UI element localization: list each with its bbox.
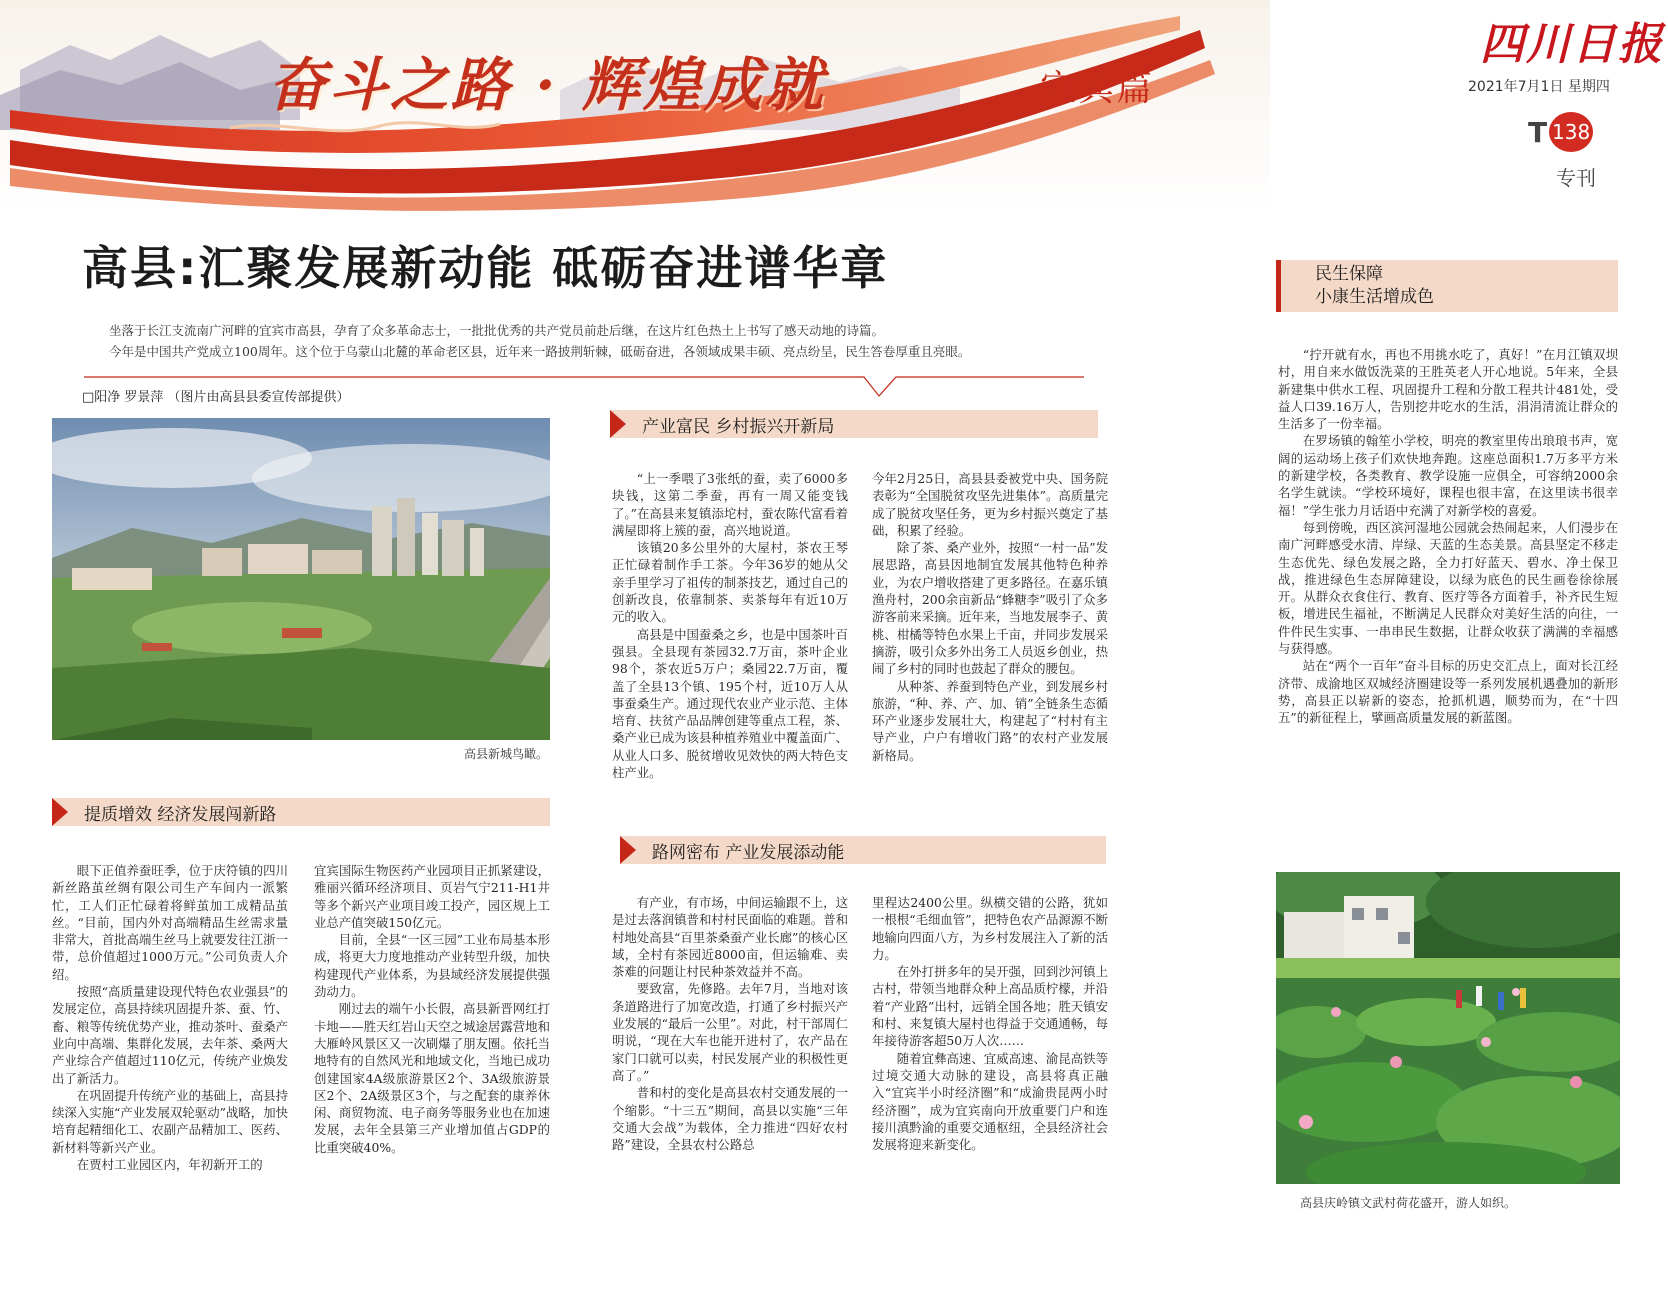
lotus-photo-caption: 高县庆岭镇文武村荷花盛开，游人如织。 (1300, 1196, 1517, 1210)
section3-column-right (872, 894, 1108, 1220)
lead-paragraph: 坐落于长江支流南广河畔的宜宾市高县，孕育了众多革命志士，一批批优秀的共产党员前赴后继，在这片红色热土上书写了感天动地的诗篇。 (109, 323, 885, 338)
section-title-line1: 民生保障 (1315, 264, 1383, 284)
section1-column-right (314, 862, 550, 1222)
page-code (1528, 112, 1593, 152)
section-title-line2: 小康生活增成色 (1315, 287, 1434, 307)
section-marker-icon (620, 836, 636, 864)
section-header-industry (610, 410, 1098, 438)
body-paragraph: 在巩固提升传统产业的基础上，高县持续深入实施“产业发展双轮驱动”战略，加快培育起精细化工、农副产品精加工、医药、新材料等新兴产业。 (52, 1087, 288, 1155)
lead-paragraph: 今年是中国共产党成立100周年。这个位于乌蒙山北麓的革命老区县，近年来一路披荆斩棘，砥砺奋进，各领域成果丰硕、亮点纷呈，民生答卷厚重且亮眼。 (109, 344, 971, 359)
section-marker-icon (52, 798, 68, 826)
body-paragraph: 眼下正值养蚕旺季，位于庆符镇的四川新丝路茧丝绸有限公司生产车间内一派繁忙，工人们正忙碌着将鲜茧加工成精品茧丝。“目前，国内外对高端精品生丝需求量非常大，首批高端生丝马上就要发往江浙一带，总价值超过1000万元。”公司负责人介绍。 (52, 863, 288, 982)
city-aerial-photo (52, 418, 550, 740)
body-paragraph: “上一季喂了3张纸的蚕，卖了6000多块钱，这第二季蚕，再有一周又能变钱了。”在高县来复镇添坨村，蚕农陈代富看着满屋即将上簇的蚕，高兴地说道。 (612, 471, 848, 538)
body-paragraph: 从种茶、养蚕到特色产业，到发展乡村旅游，“种、养、产、加、销”全链条生态循环产业逐步发展壮大，构建起了“村村有主导产业，户户有增收门路”的农村产业发展新格局。 (872, 678, 1108, 763)
banner-subtitle: 宜宾篇 (1040, 68, 1155, 109)
body-paragraph: 除了茶、桑产业外，按照“一村一品”发展思路，高县因地制宜发展其他特色种养业，为农户增收搭建了更多路径。在嘉乐镇渔舟村，200余亩新品“蜂糖李”吸引了众多游客前来采摘。近年来，当地发展李子、黄桃、柑橘等特色水果上千亩，并同步发展采摘游，吸引众多外出务工人员返乡创业，热闹了乡村的同时也鼓起了群众的腰包。 (872, 540, 1108, 677)
section2-column-right (872, 470, 1108, 802)
body-paragraph: 每到傍晚，西区滨河湿地公园就会热闹起来，人们漫步在南广河畔感受水清、岸绿、天蓝的生态美景。高县坚定不移走生态优先、绿色发展之路，全力打好蓝天、碧水、净土保卫战，推进绿色生态屏障建设，以绿为底色的民生画卷徐徐展开。从群众衣食住行、教育、医疗等各方面着手，补齐民生短板，增进民生福祉，不断满足人民群众对美好生活的向往，一件件民生实事、一串串民生数据，让群众收获了满满的幸福感与获得感。 (1278, 519, 1618, 657)
byline: □阳净 罗景萍 （图片由高县县委宣传部提供） (82, 390, 350, 405)
body-paragraph: 有产业，有市场，中间运输跟不上，这是过去落润镇普和村村民面临的难题。普和村地处高县“百里茶桑蚕产业长廊”的核心区域，全村有茶园近8000亩，但运输难、卖茶难的问题让村民种茶效益并不高。 (612, 895, 848, 980)
body-paragraph: 里程达2400公里。纵横交错的公路，犹如一根根“毛细血管”，把特色农产品源源不断地输向四面八方，为乡村发展注入了新的活力。 (872, 895, 1108, 962)
section-title: 路网密布 产业发展添动能 (652, 842, 845, 863)
body-paragraph: “拧开就有水，再也不用挑水吃了，真好！”在月江镇双坝村，用自来水做饭洗菜的王胜英老人开心地说。5年来，全县新建集中供水工程、巩固提升工程和分散工程共计481处，受益人口39.16万人，告别挖井吃水的生活，涓涓清流让群众的生活多了一份幸福。 (1278, 347, 1618, 432)
section-marker-icon (610, 410, 626, 438)
body-paragraph: 站在“两个一百年”奋斗目标的历史交汇点上，面对长江经济带、成渝地区双城经济圈建设等一系列发展机遇叠加的新形势，高县正以崭新的姿态，抢抓机遇，顺势而为，在“十四五”的新征程上，擘画高质量发展的新蓝图。 (1278, 658, 1618, 726)
page-number-badge: 138 (1549, 112, 1593, 152)
body-paragraph: 刚过去的端午小长假，高县新晋网红打卡地——胜天红岩山天空之城途居露营地和大雁岭风景区又一次刷爆了朋友圈。依托当地特有的自然风光和地域文化，当地已成功创建国家4A级旅游景区2个、3A级旅游景区2个、2A级景区3个，与之配套的康养休闲、商贸物流、电子商务等服务业也在加速发展，去年全县第三产业增加值占GDP的比重突破40%。 (314, 1001, 550, 1155)
body-paragraph: 该镇20多公里外的大屋村，茶农王琴正忙碌着制作手工茶。今年36岁的她从父亲手里学习了祖传的制茶技艺，通过自己的创新改良，依靠制茶、卖茶每年有近10万元的收入。 (612, 540, 848, 625)
page-type: 专刊 (1556, 166, 1596, 190)
body-paragraph: 在外打拼多年的吴开强，回到沙河镇上古村，带领当地群众种上高品质柠檬，并沿着“产业路”出村，远销全国各地；胜天镇安和村、来复镇大屋村也得益于交通通畅，每年接待游客超50万人次…… (872, 964, 1108, 1049)
newspaper-logo: 四川日报 (1480, 19, 1664, 70)
lotus-field-photo (1276, 872, 1620, 1184)
body-paragraph: 在贾村工业园区内，年初新开工的 (76, 1157, 263, 1173)
section4-column (1278, 346, 1618, 794)
section1-column-left (52, 862, 288, 1222)
section-title: 提质增效 经济发展闯新路 (84, 804, 277, 825)
body-paragraph: 按照“高质量建设现代特色农业强县”的发展定位，高县持续巩固提升茶、蚕、竹、畜、粮等传统优势产业，推动茶叶、蚕桑产业向中高端、集群化发展，去年茶、桑两大产业综合产值超过110亿元，传统产业焕发出了新活力。 (52, 984, 288, 1086)
body-paragraph: 随着宜彝高速、宜威高速、渝昆高铁等过境交通大动脉的建设，高县将真正融入“宜宾半小时经济圈”和“成渝贵昆两小时经济圈”，成为宜宾南向开放重要门户和连接川滇黔渝的重要交通枢纽，全县经济社会发展将迎来新变化。 (872, 1050, 1108, 1153)
body-paragraph: 今年2月25日，高县县委被党中央、国务院表彰为“全国脱贫攻坚先进集体”。高质量完成了脱贫攻坚任务，更为乡村振兴奠定了基础，积累了经验。 (872, 471, 1108, 538)
body-paragraph: 高县是中国蚕桑之乡，也是中国茶叶百强县。全县现有茶园32.7万亩，茶叶企业98个，茶农近5万户；桑园22.7万亩，覆盖了全县13个镇、195个村，近10万人从事蚕桑生产。通过现代农业产业示范、主体培育、扶贫产品品牌创建等重点工程，茶、桑产业已成为该县种植养殖业中覆盖面广、从业人口多、脱贫增收见效快的两大特色支柱产业。 (612, 626, 848, 781)
body-paragraph: 普和村的变化是高县农村交通发展的一个缩影。“十三五”期间，高县以实施“三年交通大会战”为载体，全力推进“四好农村路”建设，全县农村公路总 (612, 1085, 848, 1153)
section3-column-left (612, 894, 848, 1220)
city-photo-caption: 高县新城鸟瞰。 (464, 747, 549, 761)
page-letter: T (1528, 115, 1548, 149)
body-paragraph: 宜宾国际生物医药产业园项目正抓紧建设，雅丽兴循环经济项目、页岩气宁211-H1井等多个新兴产业项目竣工投产，园区规上工业总产值突破150亿元。 (314, 863, 550, 930)
section-header-roads (620, 836, 1106, 864)
body-paragraph: 目前，全县“一区三园”工业布局基本形成，将更大力度地推动产业转型升级，加快构建现代产业体系，为县域经济发展提供强劲动力。 (314, 932, 550, 1000)
section-title: 产业富民 乡村振兴开新局 (642, 416, 835, 437)
body-paragraph: 在罗场镇的翰笙小学校，明亮的教室里传出琅琅书声，宽阔的运动场上孩子们欢快地奔跑。这座总面积1.7万多平方米的新建学校，各类教育、教学设施一应俱全，可容纳2000余名学生就读。“学校环境好，课程也很丰富，在这里读书很幸福！”学生张力月话语中充满了对新学校的喜爱。 (1278, 433, 1618, 518)
banner-title: 奋斗之路 · 辉煌成就 (268, 51, 826, 119)
section-header-economy (52, 798, 550, 826)
masthead-banner (0, 0, 1270, 215)
body-paragraph: 要致富，先修路。去年7月，当地对该条道路进行了加宽改造，打通了乡村振兴产业发展的“最后一公里”。对此，村干部周仁明说，“现在大车也能开进村了，农产品在家门口就可以卖，村民发展产业的积极性更高了。” (612, 981, 848, 1083)
article-headline: 高县:汇聚发展新动能 砥砺奋进谱华章 (82, 241, 889, 295)
section-header-livelihood (1276, 260, 1618, 312)
article-lead (84, 320, 1084, 362)
section2-column-left (612, 470, 848, 802)
issue-date: 2021年7月1日 星期四 (1468, 79, 1610, 95)
